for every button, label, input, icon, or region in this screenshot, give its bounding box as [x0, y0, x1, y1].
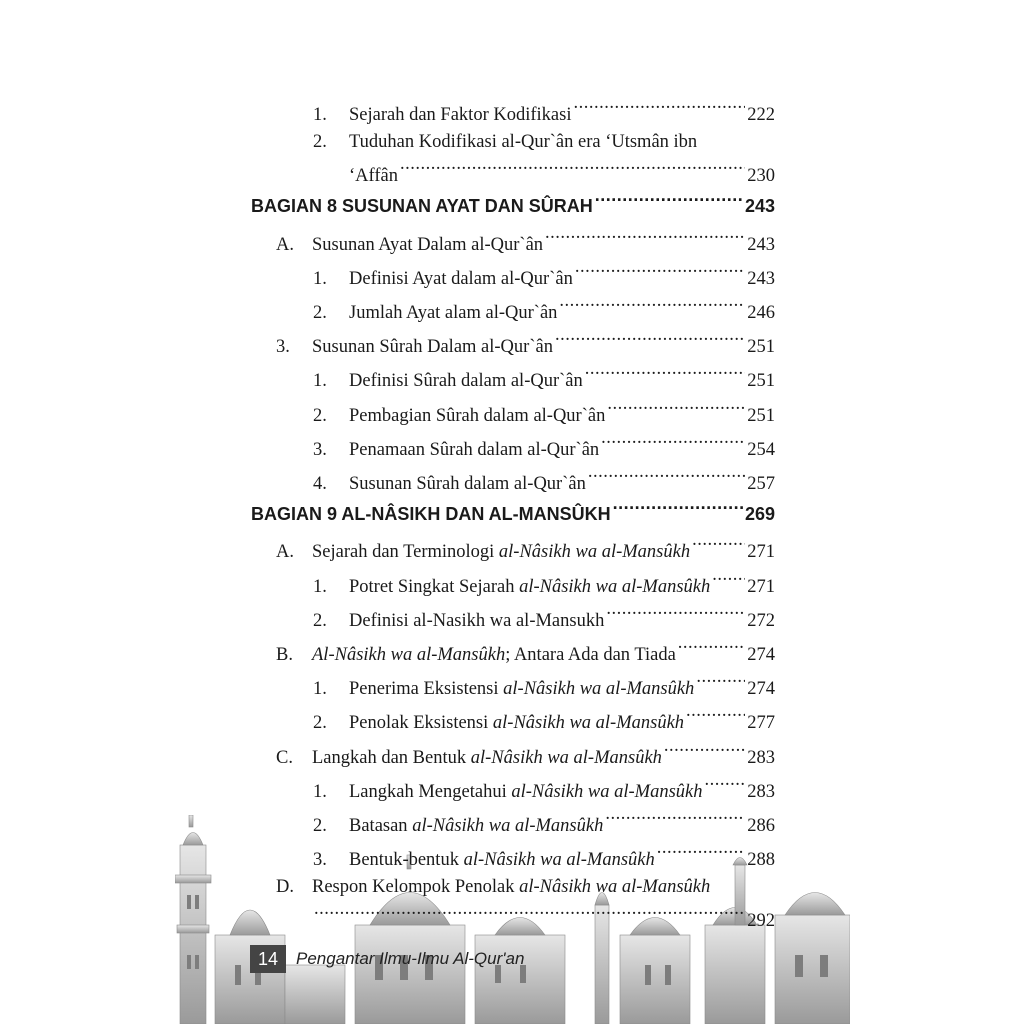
- toc-entry-italic-term: al-Nâsikh wa al-Mansûkh: [492, 713, 685, 734]
- toc-dot-leader: [314, 902, 745, 926]
- toc-subsection[interactable]: [313, 130, 775, 154]
- toc-entry-title: [349, 575, 710, 599]
- toc-page-number: 269: [744, 504, 775, 525]
- toc-page-number: 283: [747, 781, 775, 802]
- toc-subsection[interactable]: [313, 704, 775, 734]
- toc-entry-title: [251, 194, 593, 218]
- toc-dot-leader: [605, 807, 745, 831]
- toc-dot-leader: [664, 739, 745, 763]
- toc-entry-title: [349, 848, 655, 872]
- toc-entry-number: 2.: [313, 405, 327, 426]
- toc-entry-number: D.: [276, 877, 294, 898]
- toc-entry-italic-term: al-Nâsikh wa al-Mansûkh: [470, 747, 662, 768]
- toc-entry-italic-term: al-Nâsikh wa al-Mansûkh: [498, 542, 691, 563]
- toc-entry-number: 1.: [313, 781, 327, 802]
- toc-page-number: 271: [747, 542, 775, 563]
- toc-entry-title: [312, 875, 710, 899]
- toc-entry-number: B.: [276, 645, 293, 665]
- toc-entry-title: [349, 438, 599, 462]
- toc-dot-leader: [585, 362, 746, 386]
- toc-entry-number: 1.: [313, 105, 327, 125]
- toc-entry-number: 3.: [313, 439, 327, 460]
- toc-entry-number: 3.: [313, 850, 327, 871]
- toc-dot-leader: [607, 397, 745, 421]
- toc-dot-leader: [555, 328, 745, 352]
- toc-entry-italic-term: al-Nâsikh wa al-Mansûkh: [503, 679, 695, 700]
- toc-page-number: 283: [747, 747, 775, 768]
- toc-entry-text: Langkah Mengetahui: [349, 781, 512, 802]
- toc-entry-text: Susunan Sûrah Dalam al-Qur`ân: [312, 337, 553, 358]
- toc-dot-leader: [545, 226, 745, 250]
- toc-entry-text: Definisi Sûrah dalam al-Qur`ân: [349, 371, 583, 392]
- toc-section[interactable]: [276, 636, 775, 665]
- toc-entry-title: [349, 609, 604, 633]
- toc-entry-title: [349, 369, 583, 393]
- toc-page-number: 246: [747, 303, 775, 323]
- toc-entry-title: [349, 780, 703, 804]
- toc-page-number: 292: [747, 911, 775, 932]
- toc-entry-number: 1.: [313, 371, 327, 392]
- toc-page-number: 243: [744, 196, 775, 217]
- toc-dot-leader: [400, 157, 745, 181]
- toc-dot-leader: [606, 602, 745, 626]
- toc-dot-leader: [712, 568, 745, 592]
- toc-subsection[interactable]: [313, 465, 775, 494]
- toc-page-number: 230: [747, 166, 775, 187]
- toc-entry-italic-term: al-Nâsikh wa al-Mansûkh: [463, 850, 655, 871]
- toc-part-heading[interactable]: [251, 188, 775, 217]
- toc-subsection[interactable]: [313, 397, 775, 426]
- toc-entry-title: [349, 711, 684, 735]
- toc-entry-text: Jumlah Ayat alam al-Qur`ân: [349, 303, 558, 323]
- toc-entry-title: [349, 814, 603, 838]
- toc-dot-leader: [573, 96, 745, 120]
- toc-subsection[interactable]: [313, 96, 775, 125]
- toc-entry-italic-term: al-Nâsikh wa al-Mansûkh: [519, 576, 711, 597]
- toc-entry-title: [349, 103, 571, 127]
- toc-entry-title: [349, 267, 573, 291]
- toc-entry-text: Susunan Sûrah dalam al-Qur`ân: [349, 474, 586, 494]
- toc-entry-title: [349, 301, 557, 325]
- toc-entry-number: 4.: [313, 474, 327, 494]
- running-footer-title: Pengantar Ilmu-Ilmu Al-Qur'an: [296, 949, 525, 968]
- toc-subsection[interactable]: [313, 431, 775, 460]
- toc-page-number: 286: [747, 816, 775, 836]
- toc-entry-text: Penolak Eksistensi: [349, 713, 493, 734]
- toc-entry-text: Langkah dan Bentuk: [312, 747, 471, 768]
- toc-entry-text: Definisi al-Nasikh wa al-Mansukh: [349, 610, 605, 631]
- toc-entry-title: [312, 233, 543, 257]
- toc-entry-number: 1.: [313, 576, 327, 597]
- toc-dot-leader: [601, 431, 745, 455]
- toc-entry-text: ‘Affân: [349, 166, 398, 187]
- toc-entry-title: [312, 746, 662, 770]
- toc-dot-leader: [686, 704, 745, 728]
- toc-entry-number: 2.: [313, 816, 327, 836]
- toc-section[interactable]: [276, 328, 775, 358]
- toc-entry-text: Pembagian Sûrah dalam al-Qur`ân: [349, 405, 606, 426]
- toc-entry-text: Definisi Ayat dalam al-Qur`ân: [349, 268, 573, 289]
- toc-section[interactable]: [276, 226, 775, 255]
- toc-entry-number: 2.: [313, 132, 327, 153]
- toc-entry-number: 2.: [313, 610, 327, 631]
- toc-entry-text: BAGIAN 8 SUSUNAN AYAT DAN SÛRAH: [251, 196, 593, 217]
- toc-entry-text: BAGIAN 9 AL-NÂSIKH DAN AL-MANSÛKH: [251, 504, 611, 525]
- toc-page-number: 254: [747, 439, 775, 460]
- toc-entry-title: [349, 130, 697, 154]
- toc-entry-number: 1.: [313, 268, 327, 289]
- toc-entry-title: [312, 335, 553, 359]
- toc-entry-number: 1.: [313, 679, 327, 700]
- toc-page-number: 251: [747, 371, 775, 392]
- toc-dot-leader: [692, 533, 745, 557]
- toc-page-number: 251: [747, 337, 775, 358]
- toc-page-number: 274: [747, 645, 775, 665]
- toc-entry-text: Sejarah dan Faktor Kodifikasi: [349, 105, 572, 125]
- toc-subsection[interactable]: [313, 841, 775, 871]
- toc-entry-continuation[interactable]: [349, 157, 775, 187]
- toc-page-number: 272: [747, 610, 775, 631]
- toc-entry-number: A.: [276, 234, 294, 255]
- toc-entry-text: Susunan Ayat Dalam al-Qur`ân: [312, 234, 544, 255]
- toc-page-number: 243: [747, 234, 775, 255]
- toc-entry-number: A.: [276, 542, 294, 563]
- toc-page-number: 257: [747, 474, 775, 494]
- toc-dot-leader: [559, 294, 745, 318]
- toc-subsection[interactable]: [313, 362, 775, 392]
- toc-subsection[interactable]: [313, 294, 775, 323]
- toc-page-number: 277: [747, 713, 775, 734]
- toc-entry-text: Potret Singkat Sejarah: [349, 576, 520, 597]
- toc-page-number: 251: [747, 405, 775, 426]
- toc-entry-text: Respon Kelompok Penolak: [312, 877, 520, 898]
- toc-dot-leader: [705, 773, 746, 797]
- toc-entry-text: Penerima Eksistensi: [349, 679, 504, 700]
- toc-dot-leader: [575, 260, 745, 284]
- toc-entry-title: [251, 502, 611, 526]
- toc-entry-text: Batasan: [349, 816, 413, 836]
- toc-subsection[interactable]: [313, 773, 775, 802]
- toc-dot-leader: [678, 636, 745, 660]
- toc-subsection[interactable]: [313, 602, 775, 631]
- toc-subsection[interactable]: [313, 670, 775, 700]
- toc-dot-leader: [595, 188, 743, 212]
- toc-subsection[interactable]: [313, 260, 775, 289]
- toc-entry-italic-term: al-Nâsikh wa al-Mansûkh: [519, 877, 711, 898]
- toc-entry-title: [349, 404, 605, 428]
- toc-page-number: 271: [747, 576, 775, 597]
- toc-page-number: 288: [747, 850, 775, 871]
- toc-entry-continuation[interactable]: [312, 902, 775, 932]
- toc-subsection[interactable]: [313, 568, 775, 597]
- toc-dot-leader: [613, 496, 743, 520]
- toc-entry-title: [312, 643, 676, 667]
- toc-entry-number: 3.: [276, 337, 290, 358]
- toc-entry-text: Sejarah dan Terminologi: [312, 542, 499, 563]
- toc-entry-italic-term: al-Nâsikh wa al-Mansûkh: [511, 781, 703, 802]
- toc-entry-title: [349, 472, 586, 496]
- toc-page-number: 222: [747, 105, 775, 125]
- toc-entry-number: 2.: [313, 303, 327, 323]
- toc-entry-text: Tuduhan Kodifikasi al-Qur`ân era ‘Utsmân ibn: [349, 132, 698, 153]
- toc-dot-leader: [657, 841, 746, 865]
- toc-entry-text: Bentuk-bentuk: [349, 850, 464, 871]
- toc-entry-text: Penamaan Sûrah dalam al-Qur`ân: [349, 439, 600, 460]
- toc-dot-leader: [588, 465, 745, 489]
- toc-subsection[interactable]: [313, 807, 775, 836]
- toc-entry-italic-term: Al-Nâsikh wa al-Mansûkh: [312, 645, 506, 665]
- page-number: 14: [250, 945, 286, 973]
- toc-page-number: 274: [747, 679, 775, 700]
- toc-dot-leader: [696, 670, 745, 694]
- toc-part-heading[interactable]: [251, 496, 775, 525]
- toc-section[interactable]: [276, 739, 775, 768]
- toc-entry-number: 2.: [313, 713, 327, 734]
- toc-entry-number: C.: [276, 747, 293, 768]
- toc-section[interactable]: [276, 533, 775, 563]
- toc-page-number: 243: [747, 268, 775, 289]
- toc-section[interactable]: [276, 875, 775, 899]
- toc-entry-title: [312, 540, 690, 564]
- toc-entry-italic-term: al-Nâsikh wa al-Mansûkh: [412, 816, 604, 836]
- toc-entry-text: ; Antara Ada dan Tiada: [505, 645, 676, 665]
- toc-entry-title: [349, 677, 694, 701]
